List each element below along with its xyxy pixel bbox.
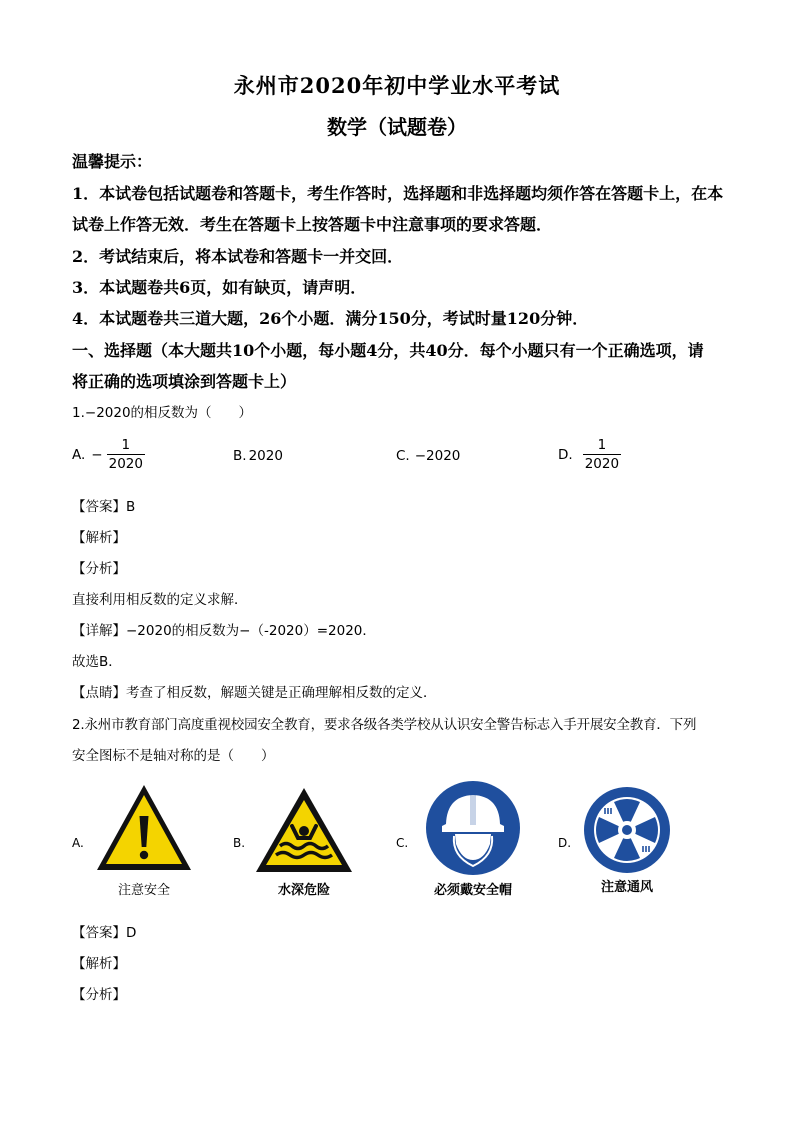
minus-sign: − bbox=[91, 447, 103, 463]
answer-line: 【答案】B bbox=[72, 499, 136, 515]
deep-water-warning-icon bbox=[254, 786, 354, 881]
option-label: C. bbox=[396, 836, 409, 850]
question-stem: 2.永州市教育部门高度重视校园安全教育，要求各级各类学校从认识安全警告标志入手开展安全教育．下列 bbox=[72, 717, 697, 733]
denominator: 2020 bbox=[108, 456, 143, 472]
analysis-sub-label: 【分析】 bbox=[72, 987, 126, 1003]
question-stem: 1.−2020的相反数为（ ） bbox=[72, 405, 253, 421]
sign-caption: 水深危险 bbox=[277, 883, 330, 898]
option-label: D. bbox=[558, 447, 573, 463]
analysis-label: 【解析】 bbox=[72, 956, 126, 972]
page-title: 永州市2020年初中学业水平考试 bbox=[233, 73, 561, 98]
question-stem-cont: 安全图标不是轴对称的是（ ） bbox=[72, 748, 275, 764]
page-subtitle: 数学（试题卷） bbox=[327, 115, 467, 139]
answer-line: 【答案】D bbox=[72, 925, 137, 941]
sign-caption: 必须戴安全帽 bbox=[433, 883, 512, 898]
comment-line: 【点睛】考查了相反数，解题关键是正确理解相反数的定义． bbox=[72, 685, 437, 701]
option-label: B. bbox=[233, 836, 246, 850]
notice-item: 试卷上作答无效．考生在答题卡上按答题卡中注意事项的要求答题． bbox=[72, 215, 553, 234]
numerator: 1 bbox=[597, 437, 607, 453]
fraction bbox=[583, 437, 621, 473]
choice-line: 故选B． bbox=[72, 654, 122, 670]
option-d bbox=[558, 437, 621, 473]
safety-helmet-icon bbox=[424, 780, 522, 881]
notice-heading: 温馨提示： bbox=[72, 152, 153, 171]
detail-line: 【详解】−2020的相反数为−（-2020）=2020． bbox=[72, 623, 376, 639]
section-heading-cont: 将正确的选项填涂到答题卡上） bbox=[72, 372, 297, 391]
ventilation-fan-icon bbox=[582, 786, 672, 879]
option-label: B. bbox=[233, 448, 247, 464]
notice-item: 1．本试卷包括试题卷和答题卡，考生作答时，选择题和非选择题均须作答在答题卡上，在本 bbox=[72, 184, 724, 203]
option-value: −2020 bbox=[414, 448, 461, 464]
option-label: A. bbox=[72, 447, 86, 463]
analysis-label: 【解析】 bbox=[72, 530, 126, 546]
analysis-text: 直接利用相反数的定义求解． bbox=[72, 592, 248, 608]
option-b bbox=[233, 448, 283, 464]
option-a bbox=[72, 437, 145, 473]
option-label: A. bbox=[72, 836, 84, 850]
exclamation-warning-icon bbox=[94, 782, 194, 879]
notice-item: 4．本试题卷共三道大题，26个小题．满分150分，考试时量120分钟． bbox=[72, 309, 589, 328]
analysis-sub-label: 【分析】 bbox=[72, 561, 126, 577]
notice-item: 3．本试题卷共6页，如有缺页，请声明． bbox=[72, 278, 367, 297]
option-value: 2020 bbox=[248, 448, 283, 464]
sign-caption: 注意通风 bbox=[600, 880, 653, 895]
section-heading: 一、选择题（本大题共10个小题，每小题4分，共40分．每个小题只有一个正确选项，请 bbox=[72, 341, 704, 360]
sign-caption: 注意安全 bbox=[117, 883, 170, 898]
denominator: 2020 bbox=[584, 456, 620, 472]
notice-item: 2．考试结束后，将本试卷和答题卡一并交回． bbox=[72, 247, 404, 266]
option-label: C. bbox=[396, 448, 410, 464]
option-label: D. bbox=[558, 836, 572, 850]
option-c bbox=[396, 448, 460, 464]
fraction bbox=[107, 437, 145, 473]
numerator: 1 bbox=[121, 437, 131, 453]
